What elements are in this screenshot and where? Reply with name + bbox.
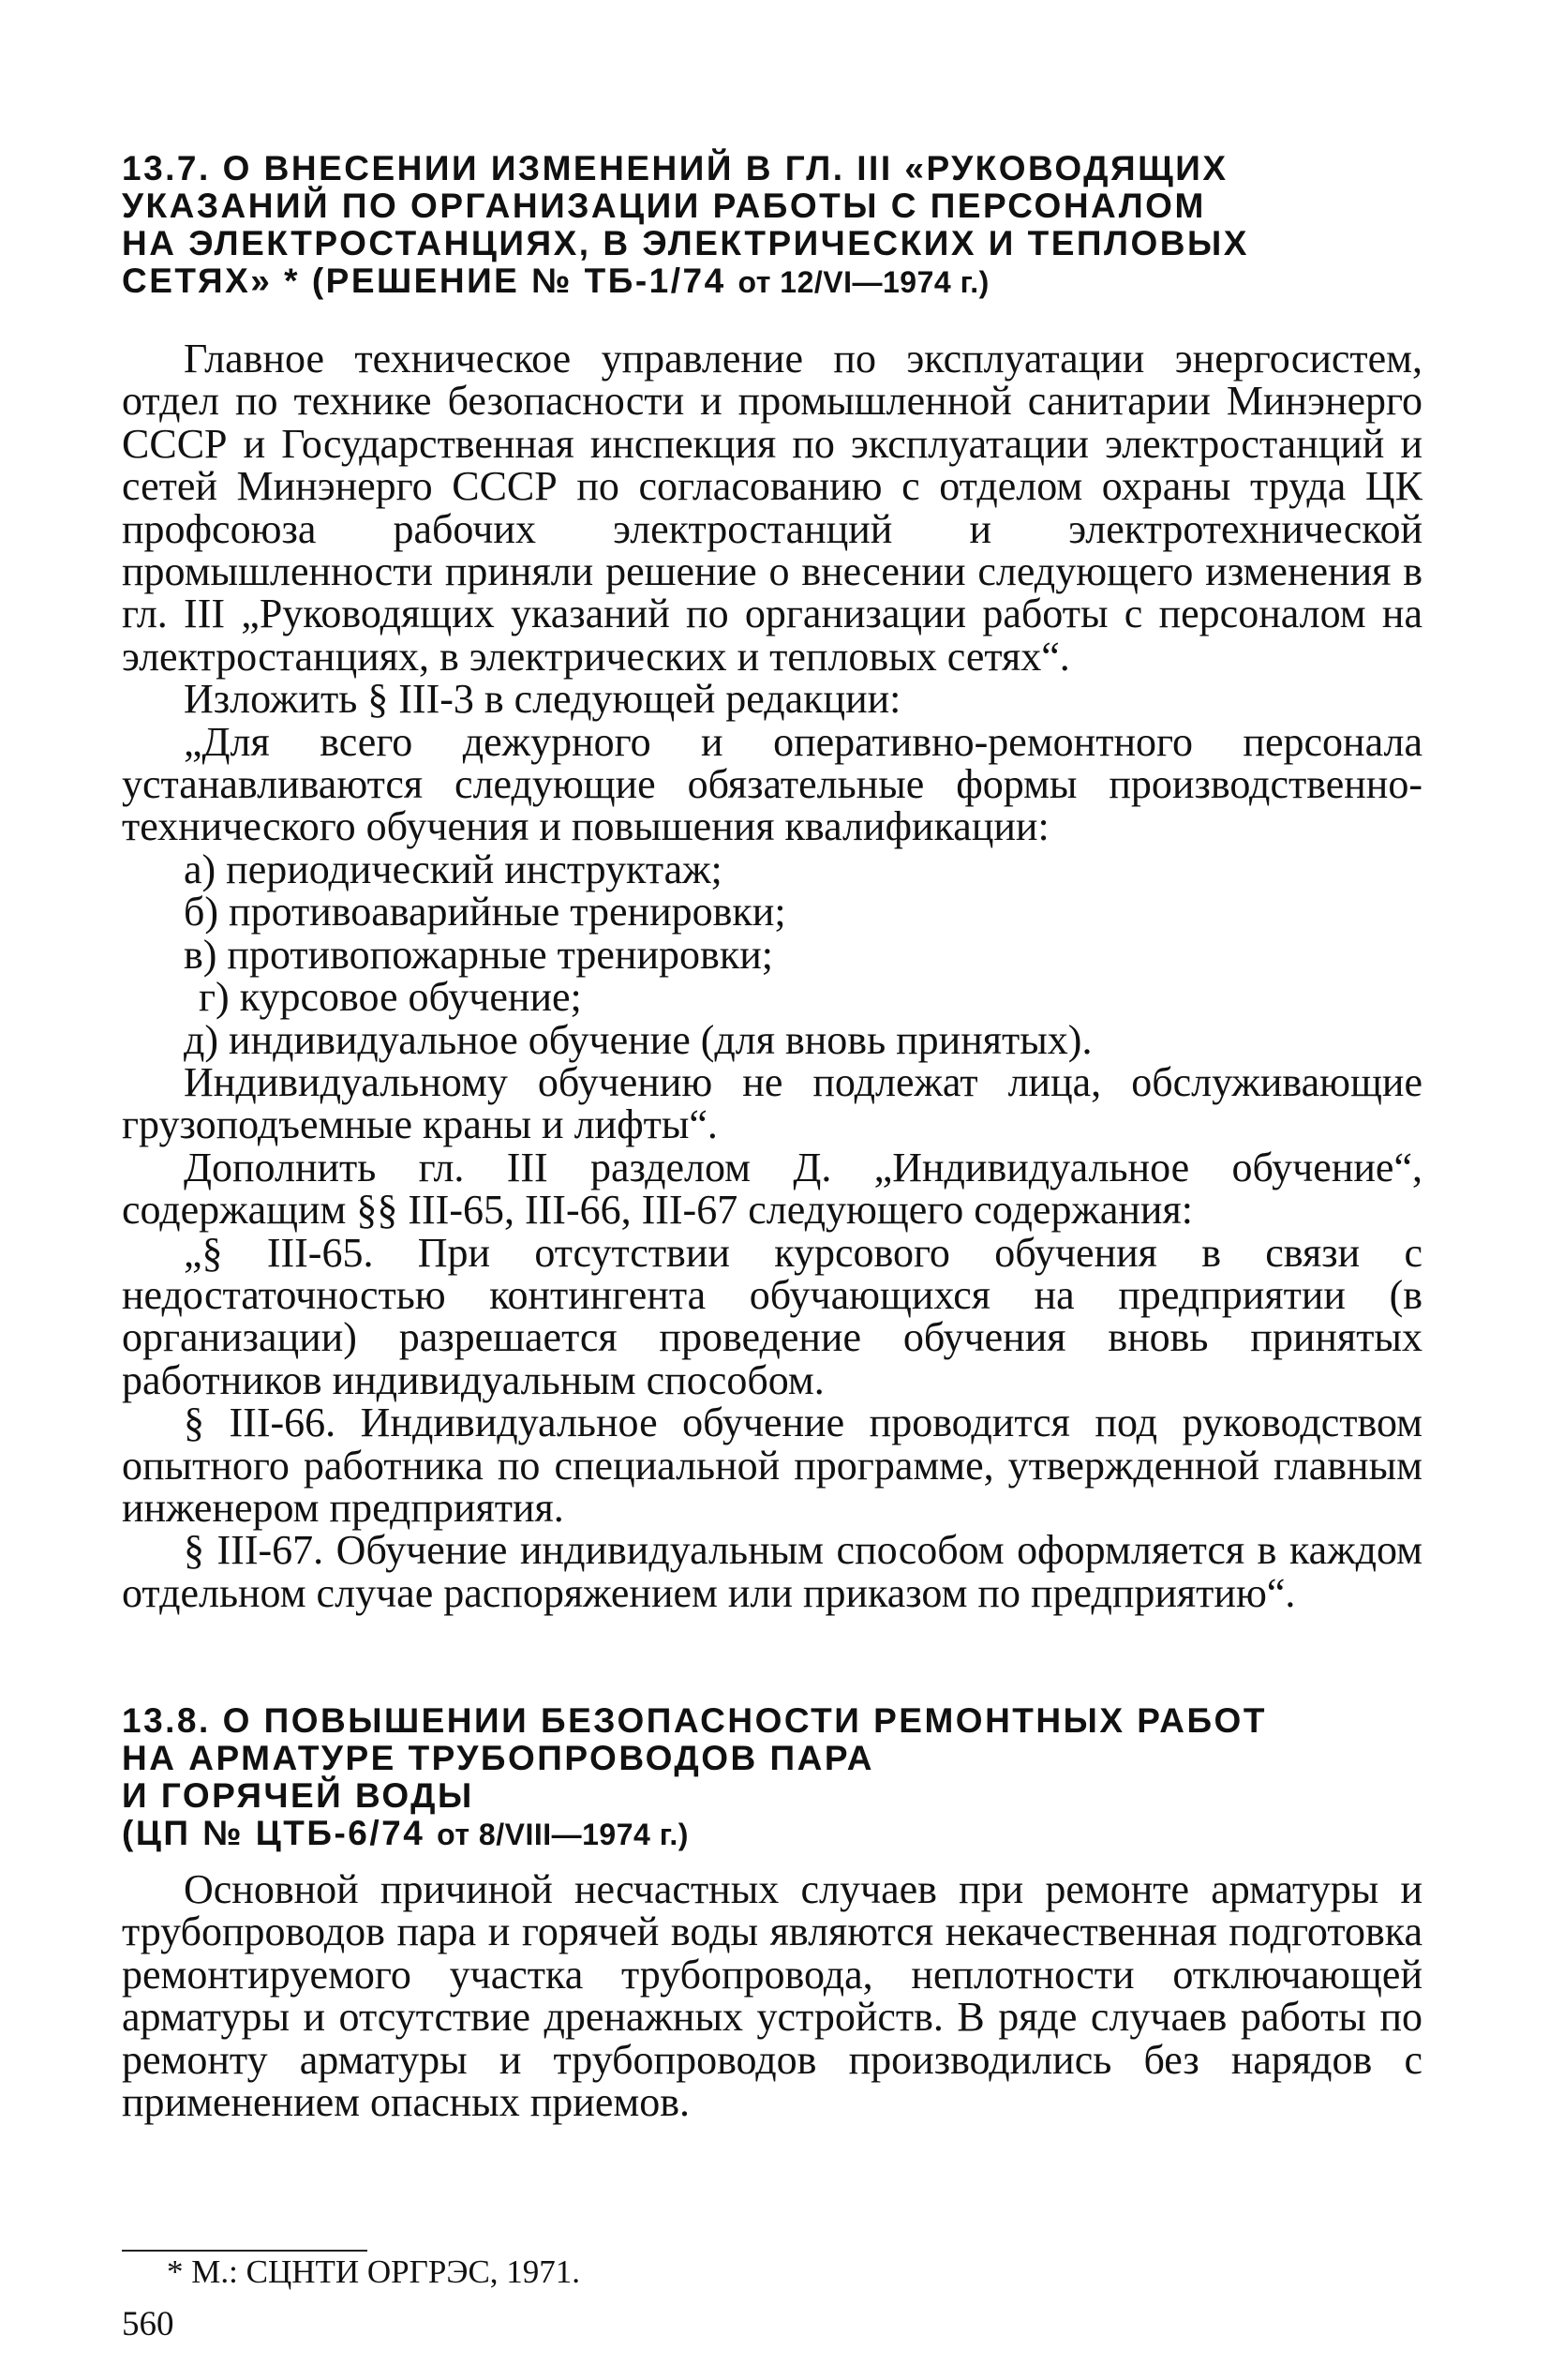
heading-caps: СЕТЯХ» * (РЕШЕНИЕ № ТБ-1/74 bbox=[122, 262, 738, 300]
statement-paragraph: Изложить § III-3 в следующей редакции: bbox=[184, 676, 901, 723]
heading-date: от 8/VIII—1974 г.) bbox=[437, 1818, 689, 1851]
heading-date: от 12/VI—1974 г.) bbox=[737, 265, 990, 299]
heading-line: УКАЗАНИЙ ПО ОРГАНИЗАЦИИ РАБОТЫ С ПЕРСОНАЛОМ bbox=[122, 187, 1206, 225]
intro-paragraph: Главное техническое управление по эксплуатации энергосистем, отдел по технике безопасности и промышленной санитарии Минэнерго СССР и Государственная инспекция по эксплуатации электростанций и сетей Минэнерго СССР по согласованию с отделом охраны труда ЦК профсоюза рабочих электростанций и электротехнической промышленности приняли решение о внесении следующего изменения в гл. III „Руководящих указаний по организации работы с персоналом на электростанциях, в электрических и тепловых сетях“. bbox=[122, 336, 1422, 680]
heading-line bbox=[122, 1815, 1422, 1853]
supplement-paragraph: Дополнить гл. III разделом Д. „Индивидуальное обучение“, содержащим §§ III-65, III-66, III-67 следующего содержания: bbox=[122, 1144, 1422, 1234]
list-item: г) курсовое обучение; bbox=[199, 974, 582, 1021]
section-13-8-body bbox=[122, 1866, 1422, 2126]
heading-line: НА АРМАТУРЕ ТРУБОПРОВОДОВ ПАРА bbox=[122, 1739, 875, 1777]
list-item: а) периодический инструктаж; bbox=[184, 846, 722, 892]
page-number: 560 bbox=[122, 2305, 174, 2343]
heading-line: НА ЭЛЕКТРОСТАНЦИЯХ, В ЭЛЕКТРИЧЕСКИХ И ТЕПЛОВЫХ bbox=[122, 224, 1249, 262]
list-item: б) противоаварийные тренировки; bbox=[184, 889, 786, 936]
section-13-8-heading bbox=[122, 1702, 1422, 1853]
section-13-8-paragraph: Основной причиной несчастных случаев при ремонте арматуры и трубопроводов пара и горячей воды являются некачественная подготовка ремонтируемого участка трубопровода, неплотности отключающей арматуры и отсутствие дренажных устройств. В ряде случаев работы по ремонту арматуры и трубопроводов производились без нарядов с применением опасных приемов. bbox=[122, 1866, 1422, 2126]
footnote-divider bbox=[122, 2250, 367, 2252]
list-item: в) противопожарные тренировки; bbox=[184, 931, 773, 978]
heading-line: 13.8. О ПОВЫШЕНИИ БЕЗОПАСНОСТИ РЕМОНТНЫХ РАБОТ bbox=[122, 1701, 1267, 1740]
note-paragraph: Индивидуальному обучению не подлежат лица, обслуживающие грузоподъемные краны и лифты“. bbox=[122, 1058, 1422, 1148]
heading-caps: (ЦП № ЦТБ-6/74 bbox=[122, 1814, 438, 1852]
paragraph-III-65: „§ III-65. При отсутствии курсового обучения в связи с недостаточностью контингента обучающихся на предприятии (в организации) разрешается проведение обучения вновь принятых работников индивидуальным способом. bbox=[122, 1229, 1422, 1403]
paragraph-III-66: § III-66. Индивидуальное обучение проводится под руководством опытного работника по специальной программе, утвержденной главным инженером предприятия. bbox=[122, 1400, 1422, 1531]
heading-line: 13.7. О ВНЕСЕНИИ ИЗМЕНЕНИЙ В ГЛ. III «РУКОВОДЯЩИХ bbox=[122, 149, 1229, 187]
list-item: д) индивидуальное обучение (для вновь принятых). bbox=[184, 1016, 1093, 1063]
paragraph-III-67: § III-67. Обучение индивидуальным способом оформляется в каждом отдельном случае распоряжением или приказом по предприятию“. bbox=[122, 1527, 1422, 1616]
heading-line bbox=[122, 262, 1422, 301]
section-13-7-body bbox=[122, 337, 1422, 1614]
section-13-7-heading bbox=[122, 150, 1422, 301]
heading-line: И ГОРЯЧЕЙ ВОДЫ bbox=[122, 1776, 474, 1815]
quote-paragraph: „Для всего дежурного и оперативно-ремонтного персонала устанавливаются следующие обязательные формы производственно-технического обучения и повышения квалификации: bbox=[122, 718, 1422, 850]
footnote: * М.: СЦНТИ ОРГРЭС, 1971. bbox=[167, 2253, 581, 2290]
